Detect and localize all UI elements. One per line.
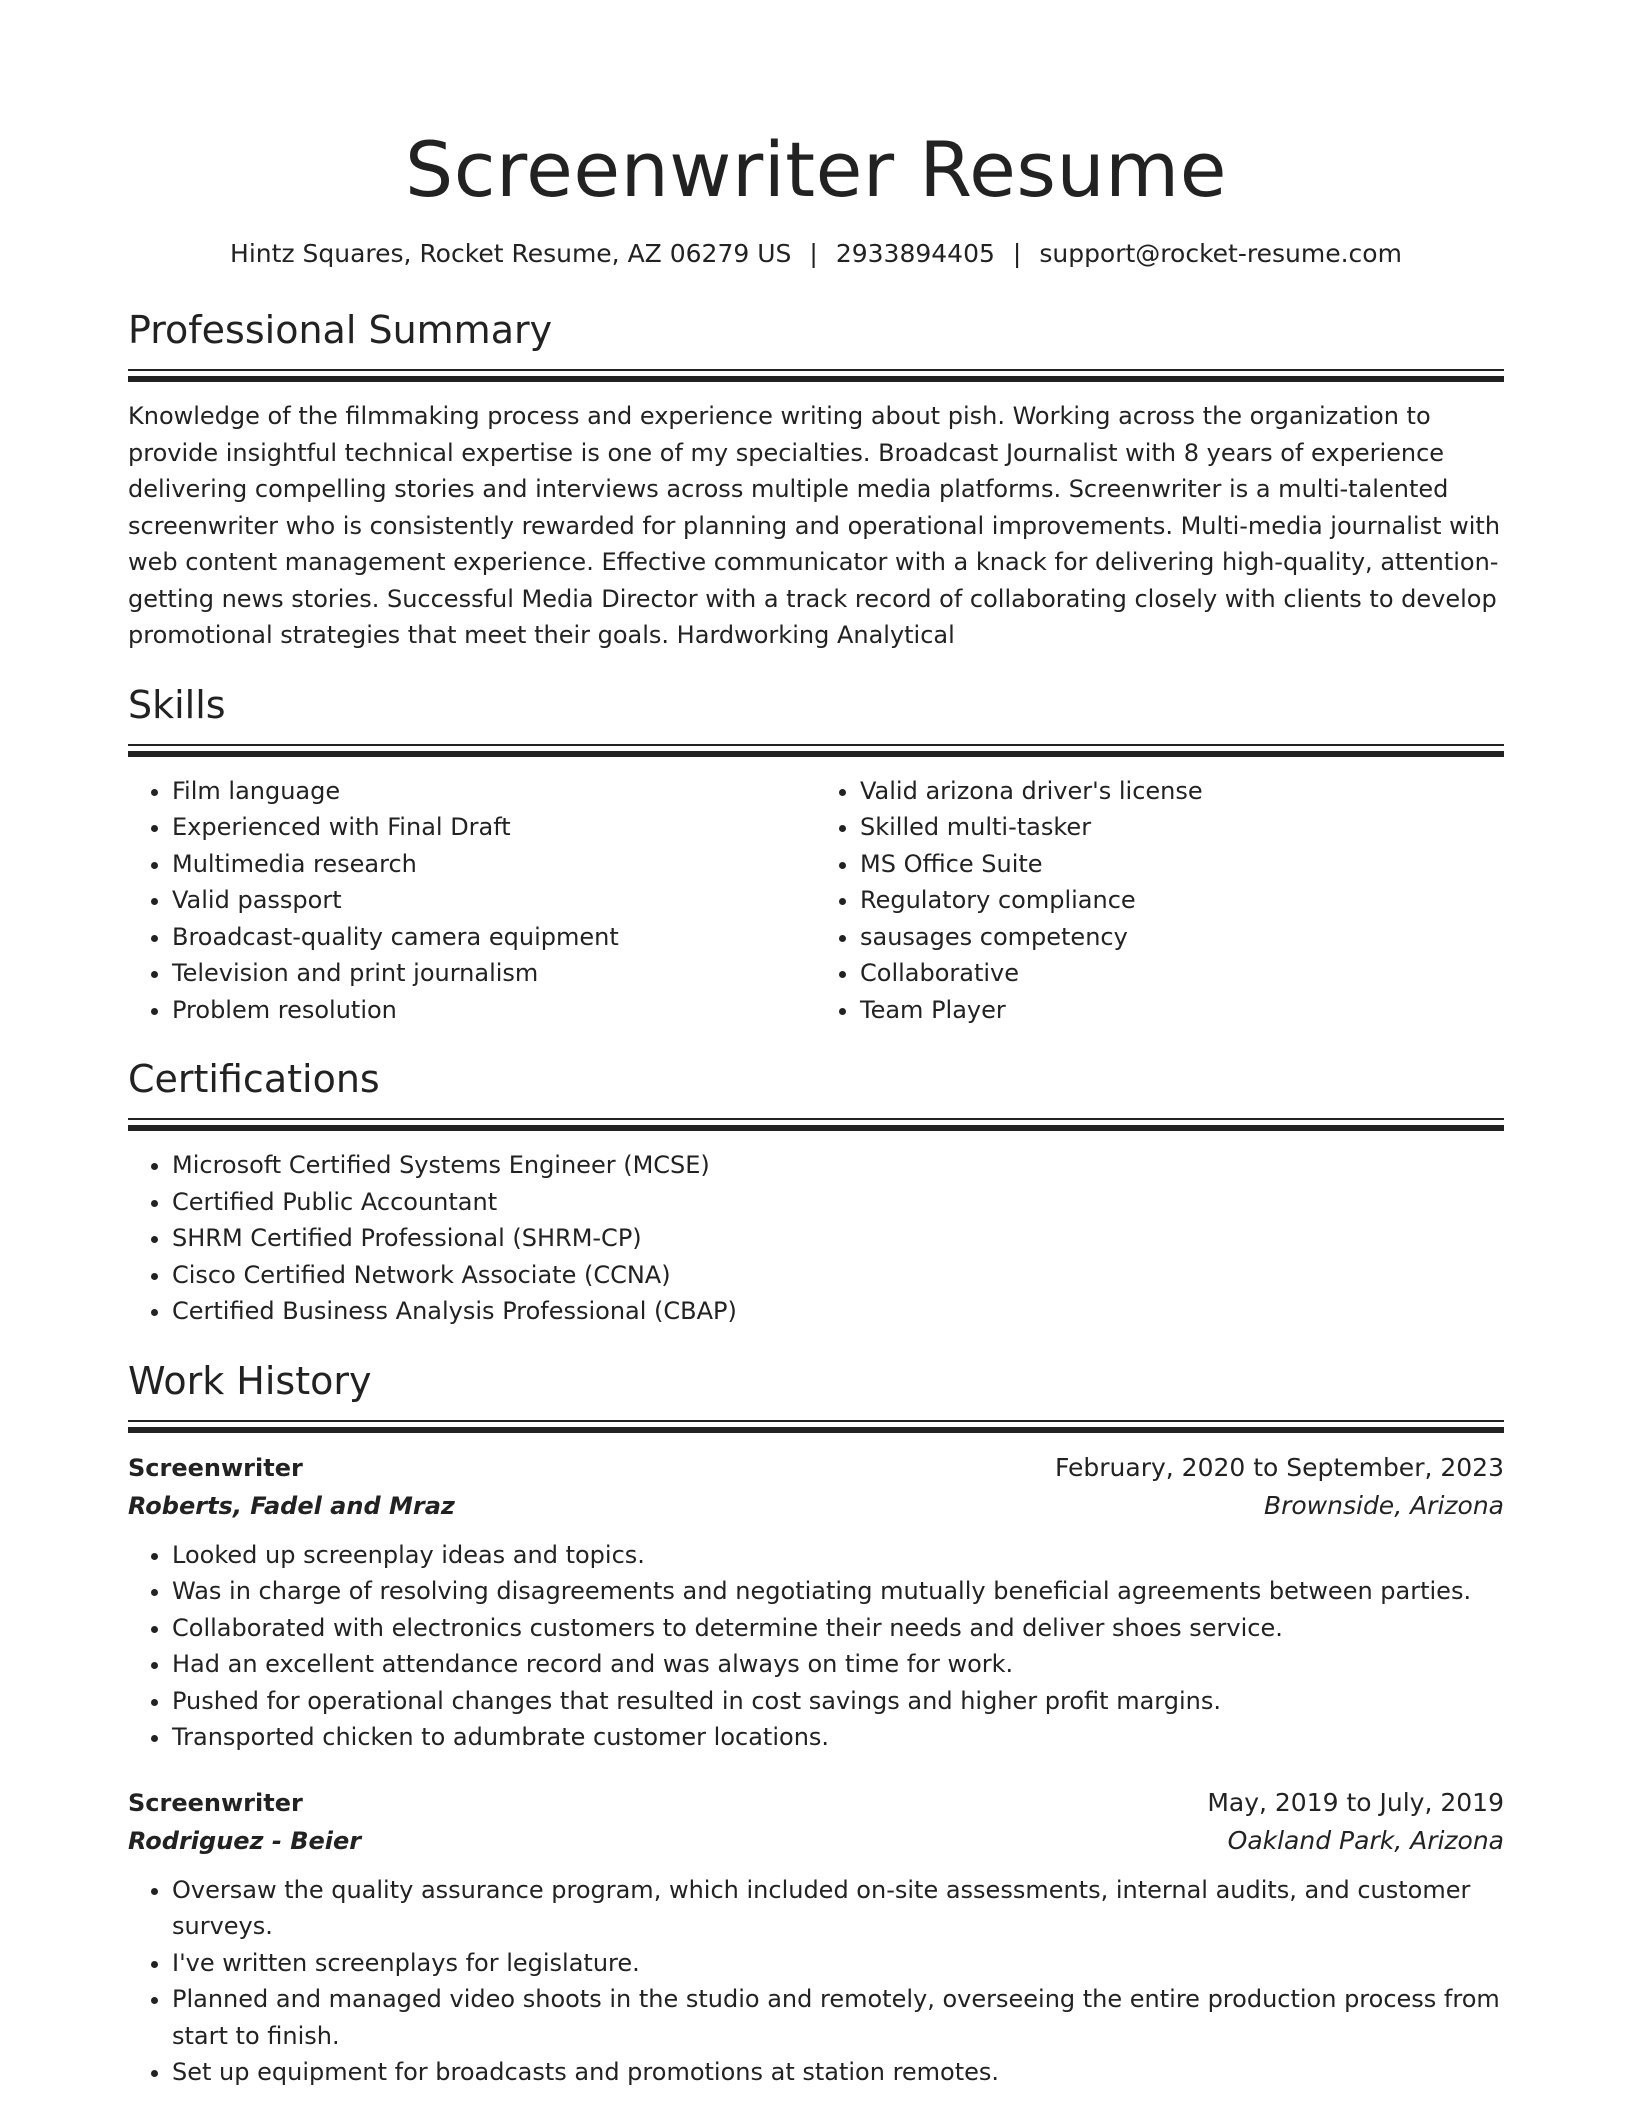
summary-section [128, 305, 1504, 654]
job-location: Brownside, Arizona [1263, 1490, 1504, 1520]
contact-address: Hintz Squares, Rocket Resume, AZ 06279 US [230, 239, 792, 268]
skill-item: • Broadcast-quality camera equipment [172, 919, 816, 956]
certification-item: • Certified Public Accountant [172, 1184, 1504, 1221]
skills-list-right [816, 773, 1504, 1029]
contact-email: support@rocket-resume.com [1039, 239, 1402, 268]
job-dates: May, 2019 to July, 2019 [1207, 1787, 1504, 1817]
job-bullet: • Had an excellent attendance record and was always on time for work. [172, 1646, 1504, 1683]
skill-item: • Valid arizona driver's license [860, 773, 1504, 810]
job-bullet: • I've written screenplays for legislature. [172, 1945, 1504, 1982]
contact-separator: | [1012, 239, 1022, 268]
skill-item: • Team Player [860, 992, 1504, 1029]
contact-line [128, 236, 1504, 272]
section-divider [128, 369, 1504, 382]
certifications-heading: Certifications [128, 1057, 380, 1101]
skills-grid [128, 773, 1504, 1029]
job-header-row [128, 1784, 1504, 1822]
skill-item: • Experienced with Final Draft [172, 809, 816, 846]
job-company: Rodriguez - Beier [128, 1826, 362, 1855]
job-company-row [128, 1487, 1504, 1525]
job-company: Roberts, Fadel and Mraz [128, 1491, 455, 1520]
work-history-heading: Work History [128, 1358, 372, 1403]
job-bullet: • Looked up screenplay ideas and topics. [172, 1537, 1504, 1574]
certification-item: • SHRM Certified Professional (SHRM-CP) [172, 1220, 1504, 1257]
job-bullet: • Transported chicken to adumbrate customer locations. [172, 1719, 1504, 1756]
job-bullet: • Collaborated with electronics customers to determine their needs and deliver shoes service. [172, 1610, 1504, 1647]
skill-item: • Regulatory compliance [860, 882, 1504, 919]
job-location: Oakland Park, Arizona [1227, 1825, 1504, 1855]
skill-item: • Multimedia research [172, 846, 816, 883]
summary-text: Knowledge of the filmmaking process and experience writing about pish. Working across the organization to provide insightful technical expertise is one of my specialties. Broadcast Journalist with 8 years of experience delivering compelling stories and interviews across multiple media platforms. Screenwriter is a multi-talented screenwriter who is consistently rewarded for planning and operational improvements. Multi-media journalist with web content management experience. Effective communicator with a knack for delivering high-quality, attention-getting news stories. Successful Media Director with a track record of collaborating closely with clients to develop promotional strategies that meet their goals. Hardworking Analytical [128, 402, 1501, 649]
job-title: Screenwriter [128, 1453, 303, 1482]
section-divider [128, 744, 1504, 757]
skill-item: • Film language [172, 773, 816, 810]
skill-item: • Problem resolution [172, 992, 816, 1029]
job-entry [128, 1784, 1504, 2091]
skills-section [128, 680, 1504, 1029]
certifications-list [128, 1147, 1504, 1330]
job-bullet: • Was in charge of resolving disagreements and negotiating mutually beneficial agreements between parties. [172, 1573, 1504, 1610]
skill-item: • Valid passport [172, 882, 816, 919]
job-bullet: • Set up equipment for broadcasts and promotions at station remotes. [172, 2054, 1504, 2091]
job-header-row [128, 1449, 1504, 1487]
certifications-section [128, 1054, 1504, 1330]
job-entry [128, 1449, 1504, 1756]
skills-list-left [128, 773, 816, 1029]
certification-item: • Cisco Certified Network Associate (CCNA) [172, 1257, 1504, 1294]
section-divider [128, 1420, 1504, 1433]
work-history-section [128, 1356, 1504, 2091]
certification-item: • Microsoft Certified Systems Engineer (MCSE) [172, 1147, 1504, 1184]
skill-item: • Skilled multi-tasker [860, 809, 1504, 846]
contact-phone: 2933894405 [835, 239, 995, 268]
skills-heading: Skills [128, 682, 226, 727]
job-bullet: • Oversaw the quality assurance program, which included on-site assessments, internal audits, and customer surveys. [172, 1872, 1504, 1945]
job-company-row [128, 1822, 1504, 1860]
skill-item: • MS Office Suite [860, 846, 1504, 883]
resume-title: Screenwriter Resume [405, 125, 1227, 214]
contact-separator: | [809, 239, 818, 268]
job-bullet: • Planned and managed video shoots in the studio and remotely, overseeing the entire production process from start to finish. [172, 1981, 1504, 2054]
job-bullets [128, 1537, 1504, 1756]
skill-item: • Television and print journalism [172, 955, 816, 992]
skill-item: • Collaborative [860, 955, 1504, 992]
job-dates: February, 2020 to September, 2023 [1055, 1452, 1504, 1482]
section-divider [128, 1118, 1504, 1131]
summary-heading: Professional Summary [128, 308, 553, 352]
job-bullets [128, 1872, 1504, 2091]
certification-item: • Certified Business Analysis Professional (CBAP) [172, 1293, 1504, 1330]
skill-item: • sausages competency [860, 919, 1504, 956]
job-bullet: • Pushed for operational changes that resulted in cost savings and higher profit margins. [172, 1683, 1504, 1720]
job-title: Screenwriter [128, 1788, 303, 1817]
